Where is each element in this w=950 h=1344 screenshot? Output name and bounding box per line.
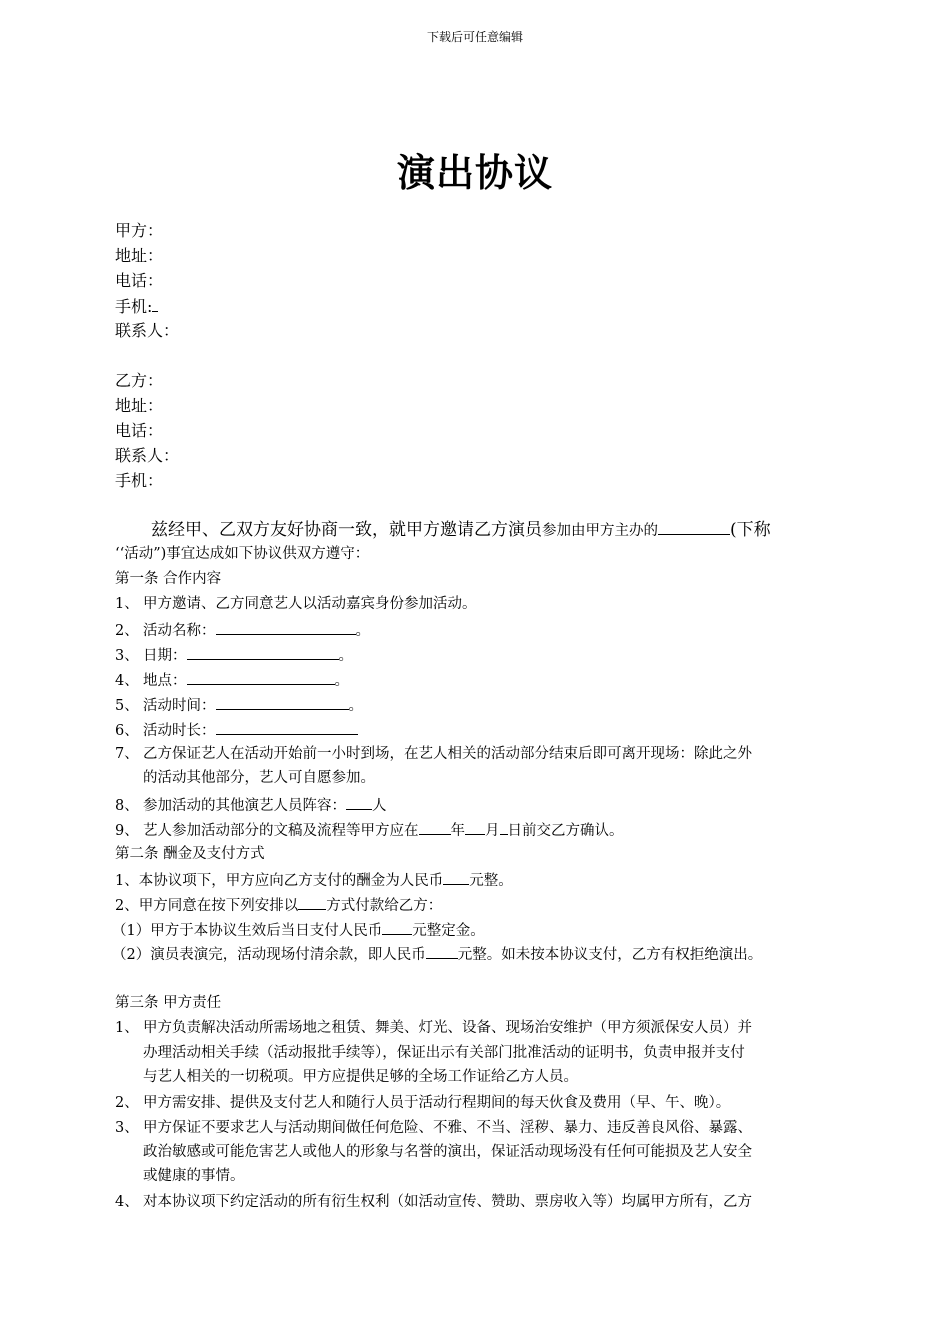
cast-count-blank [346, 793, 372, 810]
a2-para-4: （2）演员表演完，活动现场付清余款，即人民币 元整。如未按本协议支付，乙方有权拒绝演出。 [112, 942, 762, 966]
party-a-label: 甲方： [115, 221, 164, 240]
year-blank [419, 818, 451, 835]
event-name-blank [216, 618, 356, 635]
party-b-phone: 电话： [115, 421, 164, 440]
party-b-address: 地址： [115, 396, 164, 415]
page-title: 演出协议 [396, 150, 553, 195]
page-header: 下载后可任意编辑 [426, 30, 523, 44]
a2-para-2: 2、甲方同意在按下列安排以 方式付款给乙方： [115, 893, 442, 917]
party-b-label: 乙方： [115, 371, 164, 390]
party-a-mobile-label: 手机: [115, 297, 153, 316]
a1-item-4: 4、 地点： 。 [115, 668, 349, 692]
party-a-mobile [115, 295, 158, 318]
a1-item-1: 1、 甲方邀请、乙方同意艺人以活动嘉宾身份参加活动。 [115, 596, 477, 612]
day-blank [500, 818, 508, 835]
a3-item-3-line-3: 或健康的事情。 [143, 1168, 245, 1184]
party-a-address: 地址： [115, 246, 164, 265]
a1-item-3: 3、 日期： 。 [115, 643, 353, 667]
a3-item-3: 3、 甲方保证不要求艺人与活动期间做任何危险、不雅、不当、淫秽、暴力、违反善良风俗、暴露、 [115, 1120, 752, 1136]
intro-text-c: (下称 [730, 520, 771, 540]
a1-item-7-cont: 的活动其他部分，艺人可自愿参加。 [143, 770, 375, 786]
party-a-phone: 电话： [115, 271, 164, 290]
duration-blank [216, 718, 358, 735]
a3-item-1-line-2: 办理活动相关手续（活动报批手续等），保证出示有关部门批准活动的证明书，负责申报并支付 [143, 1045, 745, 1061]
event-time-blank [216, 693, 349, 710]
a3-item-3-line-2: 政治敏感或可能危害艺人或他人的形象与名誉的演出，保证活动现场没有任何可能损及艺人安全 [143, 1144, 752, 1160]
a2-para-1: 1、本协议项下，甲方应向乙方支付的酬金为人民币 元整。 [115, 868, 513, 892]
article3-heading: 第三条 甲方责任 [115, 995, 222, 1011]
a1-item-8: 8、 参加活动的其他演艺人员阵容： 人 [115, 793, 387, 817]
article1-heading: 第一条 合作内容 [115, 571, 222, 587]
a1-item-5: 5、 活动时间： 。 [115, 693, 363, 717]
payment-method-blank [298, 893, 326, 910]
a3-item-1: 1、 甲方负责解决活动所需场地之租赁、舞美、灯光、设备、现场治安维护（甲方须派保安人员）并 [115, 1020, 752, 1036]
intro-event-blank [658, 518, 730, 535]
article2-heading: 第二条 酬金及支付方式 [115, 846, 265, 862]
month-blank [465, 818, 485, 835]
party-a-contact: 联系人： [115, 321, 180, 340]
intro-line-1 [151, 518, 771, 542]
a1-item-6: 6、 活动时长： [115, 718, 358, 742]
party-b-contact: 联系人： [115, 446, 180, 465]
intro-text-b: 参加由甲方主办的 [542, 523, 658, 539]
party-a-mobile-blank [152, 295, 158, 312]
location-blank [187, 668, 335, 685]
a3-item-2: 2、 甲方需安排、提供及支付艺人和随行人员于活动行程期间的每天伙食及费用（早、午、晚）。 [115, 1095, 731, 1111]
fee-blank [443, 868, 469, 885]
intro-line-2: ‘‘活动”)事宜达成如下协议供双方遵守： [115, 546, 370, 562]
a2-para-3: （1）甲方于本协议生效后当日支付人民币 元整定金。 [112, 918, 485, 942]
a3-item-4: 4、 对本协议项下约定活动的所有衍生权利（如活动宣传、赞助、票房收入等）均属甲方所有，乙方 [115, 1194, 752, 1210]
a1-item-7: 7、 乙方保证艺人在活动开始前一小时到场，在艺人相关的活动部分结束后即可离开现场：除此之外 [115, 746, 752, 762]
a1-item-2: 2、 活动名称： 。 [115, 618, 370, 642]
a1-item-9: 9、 艺人参加活动部分的文稿及流程等甲方应在 年 月 日前交乙方确认。 [115, 818, 624, 842]
balance-blank [426, 942, 458, 959]
date-blank [187, 643, 339, 660]
deposit-blank [382, 918, 412, 935]
intro-text-a: 兹经甲、乙双方友好协商一致，就甲方邀请乙方演员 [151, 520, 542, 540]
a3-item-1-line-3: 与艺人相关的一切税项。甲方应提供足够的全场工作证给乙方人员。 [143, 1069, 578, 1085]
party-b-mobile: 手机： [115, 471, 164, 490]
